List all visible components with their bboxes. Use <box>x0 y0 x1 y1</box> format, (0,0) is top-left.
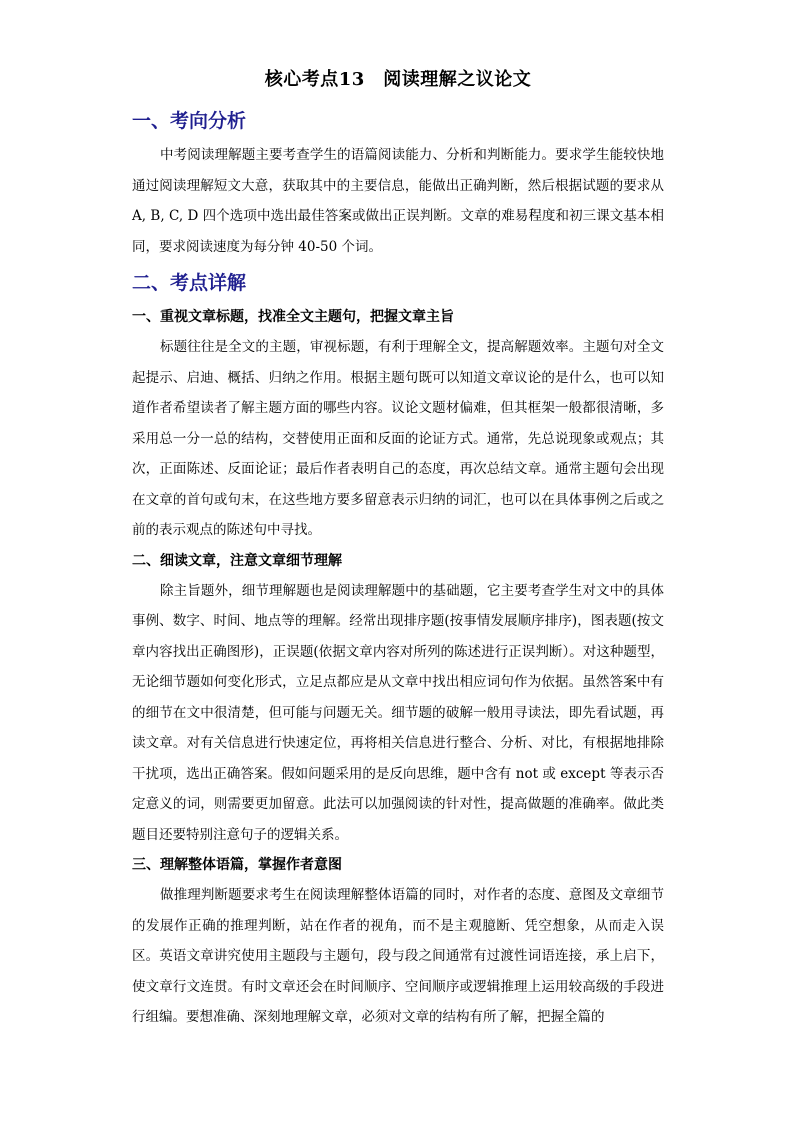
page-title: 核心考点13 阅读理解之议论文 <box>264 69 532 90</box>
analysis-paragraph: 中考阅读理解题主要考查学生的语篇阅读能力、分析和判断能力。要求学生能较快地通过阅读理解短文大意，获取其中的主要信息，能做出正确判断，然后根据试题的要求从 A, B, C, D 四个选项中选出最佳答案或做出正误判断。文章的难易程度和初三课文基本相同，要求阅读速度为每分钟 40-50 个词。 <box>132 147 664 255</box>
point-paragraph-intent: 做推理判断题要求考生在阅读理解整体语篇的同时，对作者的态度、意图及文章细节的发展作正确的推理判断，站在作者的视角，而不是主观臆断、凭空想象，从而走入误区。英语文章讲究使用主题段与主题句，段与段之间通常有过渡性词语连接，承上启下，使文章行文连贯。有时文章还会在时间顺序、空间顺序或逻辑推理上运用较高级的手段进行组编。要想准确、深刻地理解文章，必须对文章的结构有所了解，把握全篇的 <box>132 887 664 1025</box>
point-paragraph-title: 标题往往是全文的主题，审视标题，有利于理解全文，提高解题效率。主题句对全文起提示、启迪、概括、归纳之作用。根据主题句既可以知道文章议论的是什么，也可以知道作者希望读者了解主题方面的哪些内容。议论文题材偏难，但其框架一般都很清晰，多采用总一分一总的结构，交替使用正面和反面的论证方式。通常，先总说现象或观点；其次，正面陈述、反面论证；最后作者表明自己的态度，再次总结文章。通常主题句会出现在文章的首句或句末，在这些地方要多留意表示归纳的词汇，也可以在具体事例之后或之前的表示观点的陈述句中寻找。 <box>132 339 664 538</box>
point-heading-title: 一、重视文章标题，找准全文主题句，把握文章主旨 <box>132 309 454 325</box>
section-details <box>132 268 664 1033</box>
point-heading-details: 二、细读文章，注意文章细节理解 <box>132 552 342 569</box>
point-heading-intent: 三、理解整体语篇，掌握作者意图 <box>132 857 342 873</box>
section-heading-analysis: 一、考向分析 <box>132 110 247 132</box>
section-analysis <box>132 106 664 262</box>
point-paragraph-details: 除主旨题外，细节理解题也是阅读理解题中的基础题，它主要考查学生对文中的具体事例、数字、时间、地点等的理解。经常出现排序题(按事情发展顺序排序)，图表题(按文章内容找出正确图形)，正误题(依据文章内容对所列的陈述进行正误判断）。对这种题型，无论细节题如何变化形式，立足点都应是从文章中找出相应词句作为依据。虽然答案中有的细节在文中很清楚，但可能与问题无关。细节题的破解一般用寻读法，即先看试题，再读文章。对有关信息进行快速定位，再将相关信息进行整合、分析、对比，有根据地排除干扰项，选出正确答案。假如问题采用的是反向思维，题中含有 not 或 except 等表示否定意义的词，则需要更加留意。此法可以加强阅读的针对性，提高做题的准确率。做此类题目还要特别注意句子的逻辑关系。 <box>132 582 664 843</box>
section-heading-details: 二、考点详解 <box>132 272 247 294</box>
